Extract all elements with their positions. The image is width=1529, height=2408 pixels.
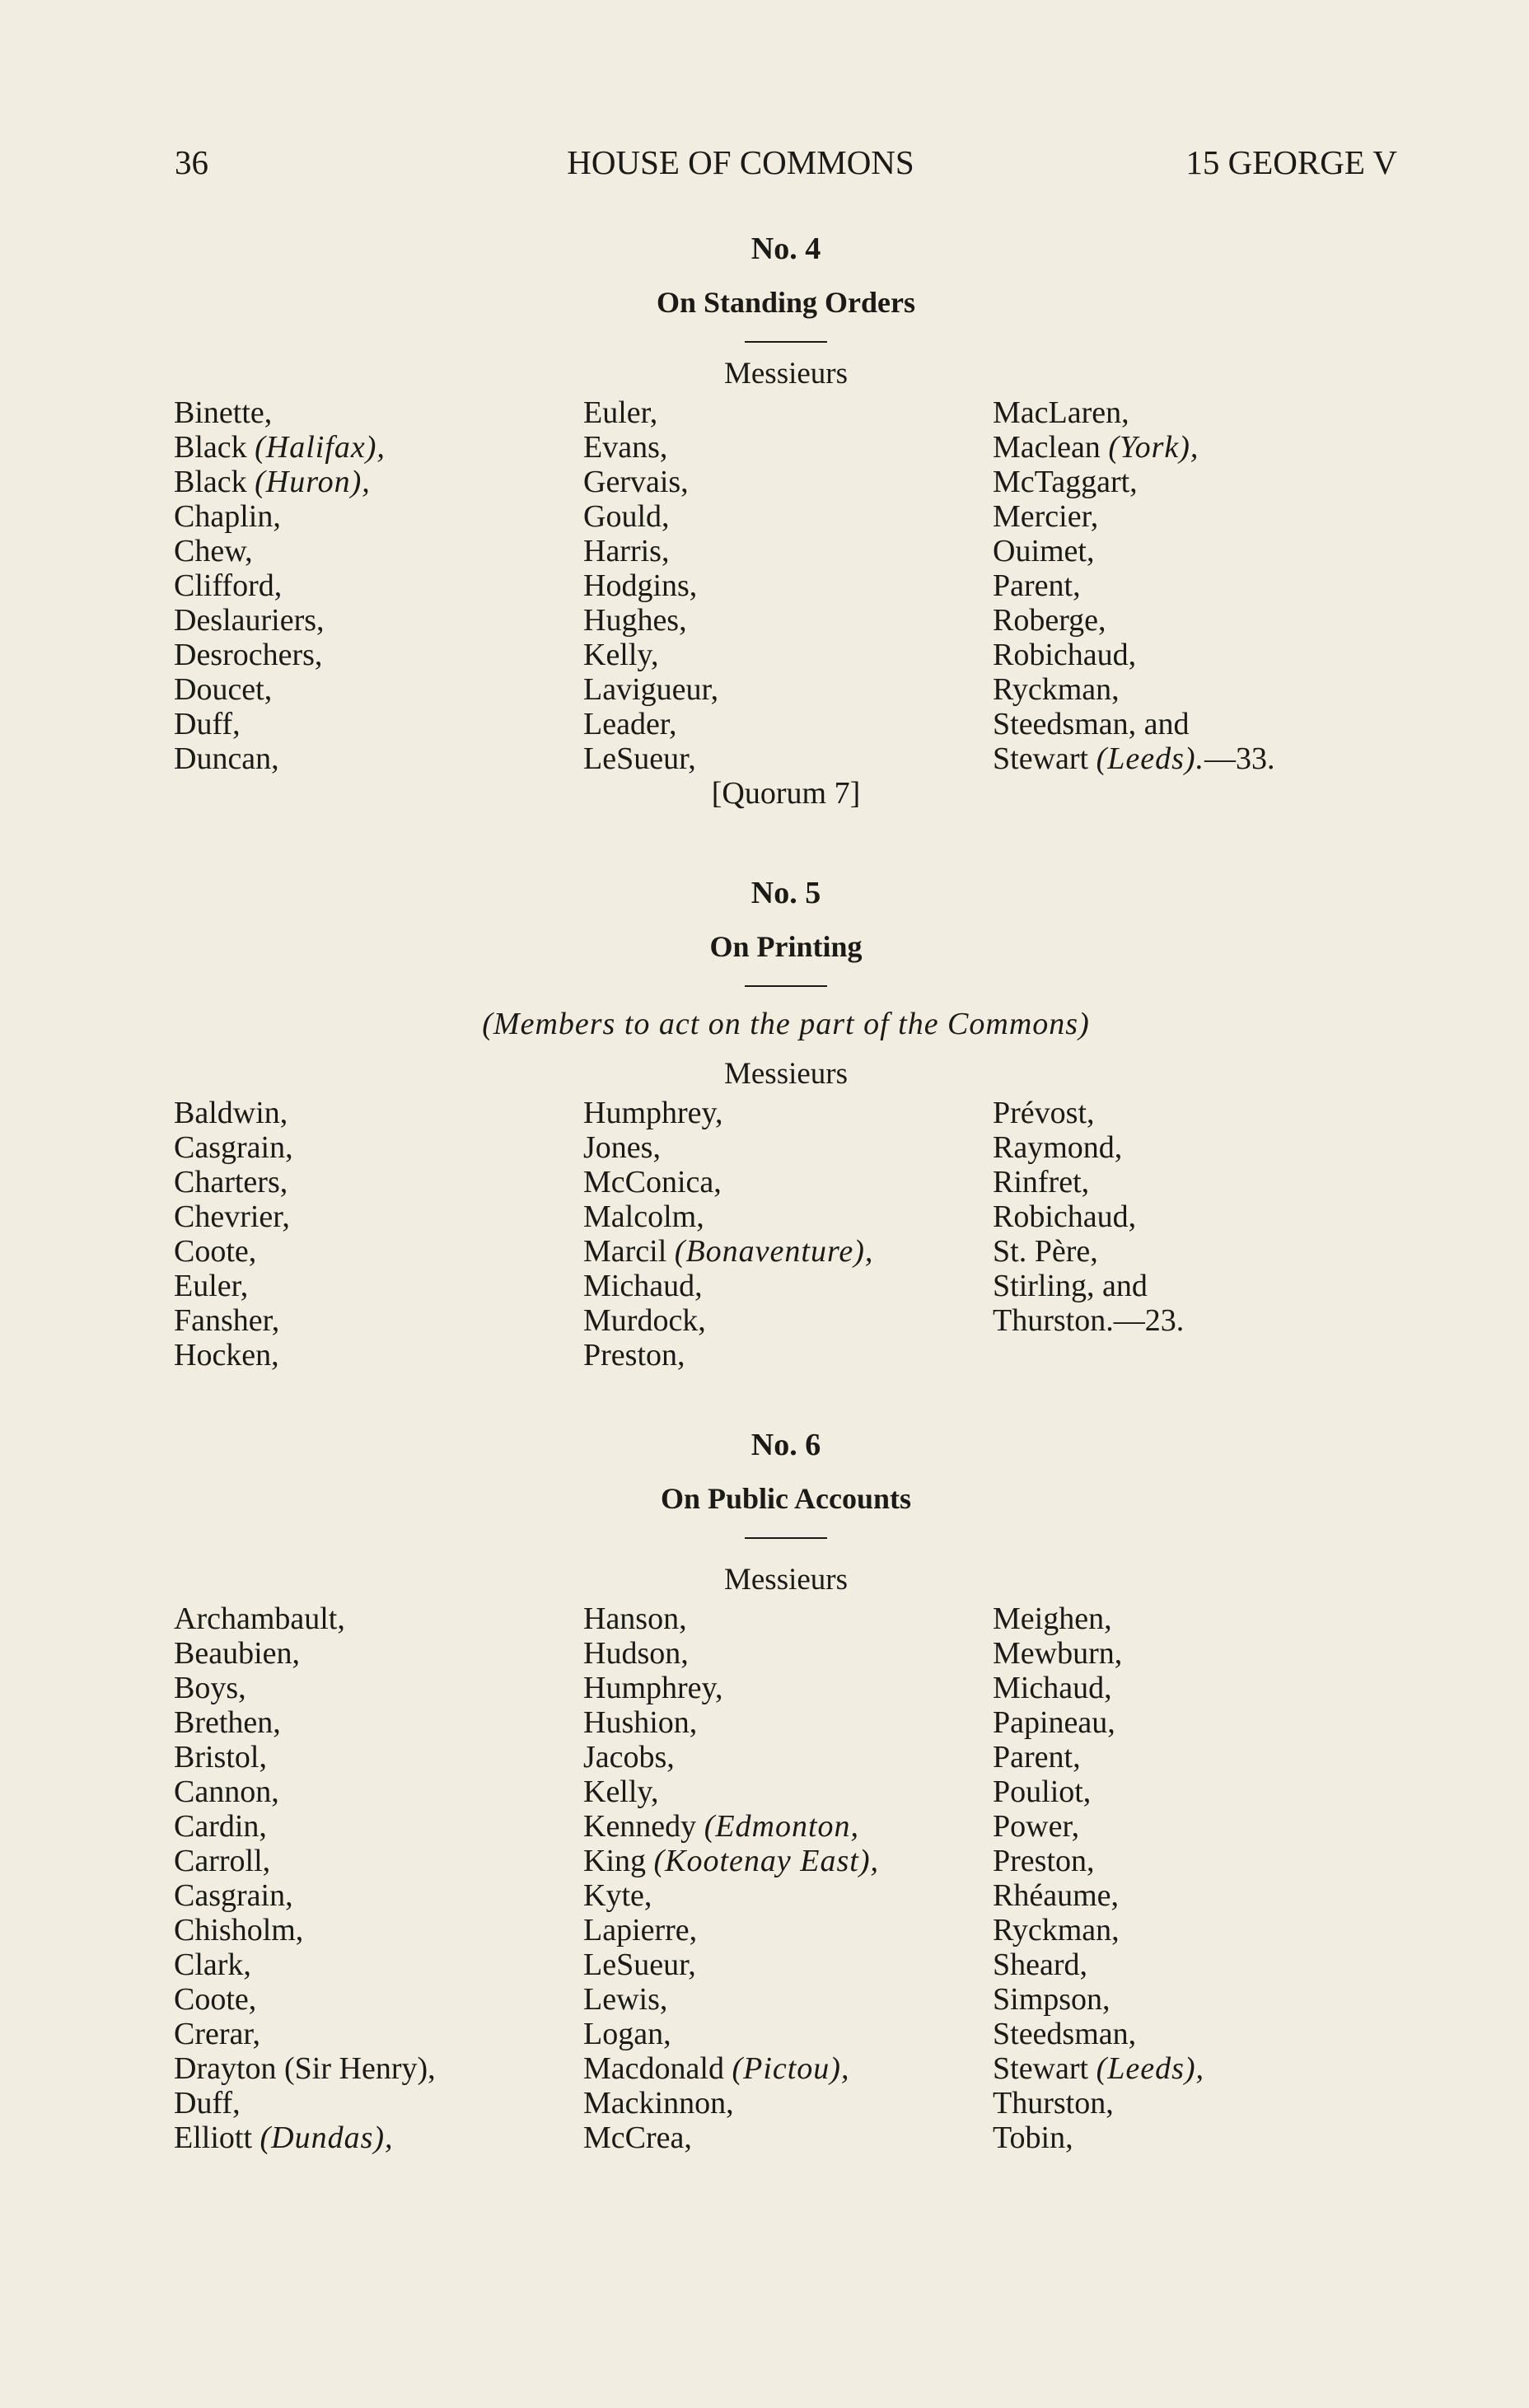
- messieurs-label: Messieurs: [723, 1563, 849, 1597]
- member-surname: Hudson,: [583, 1636, 689, 1671]
- member-name: [993, 707, 1275, 741]
- member-surname: Hushion,: [583, 1705, 698, 1740]
- divider-rule: [745, 1537, 827, 1539]
- member-columns: [165, 395, 1368, 811]
- section-number: No. 5: [750, 876, 821, 910]
- member-name: [993, 603, 1275, 638]
- member-name: [993, 1671, 1204, 1705]
- quorum-note: [Quorum 7]: [711, 776, 861, 811]
- member-name: [174, 1982, 436, 2017]
- constituency: (Leeds),: [1096, 2051, 1205, 2086]
- member-column: [174, 395, 386, 776]
- member-surname: Ouimet,: [993, 534, 1095, 568]
- member-name: [174, 2086, 436, 2120]
- member-name: [583, 499, 718, 534]
- member-surname: St. Père,: [993, 1234, 1098, 1269]
- member-surname: Mewburn,: [993, 1636, 1123, 1671]
- member-surname: Murdock,: [583, 1303, 706, 1338]
- member-name: [993, 395, 1275, 430]
- member-name: [993, 430, 1275, 465]
- member-name: [174, 1096, 293, 1130]
- member-surname: Duff,: [174, 707, 241, 741]
- member-surname: Carroll,: [174, 1844, 271, 1878]
- member-surname: Mackinnon,: [583, 2086, 734, 2120]
- member-surname: Kennedy: [583, 1809, 704, 1844]
- member-name: [174, 1234, 293, 1269]
- member-surname: Chaplin,: [174, 499, 281, 534]
- member-surname: Humphrey,: [583, 1671, 723, 1705]
- member-surname: Crerar,: [174, 2017, 261, 2051]
- member-surname: McCrea,: [583, 2120, 692, 2155]
- member-surname: Malcolm,: [583, 1199, 704, 1234]
- member-name: [583, 2120, 879, 2155]
- member-name: [174, 1947, 436, 1982]
- member-name: [993, 1913, 1204, 1947]
- member-name: [583, 1130, 873, 1165]
- member-name: [583, 741, 718, 776]
- member-surname: Hodgins,: [583, 568, 698, 603]
- member-name: [174, 1774, 436, 1809]
- member-surname: Rhéaume,: [993, 1878, 1120, 1913]
- member-name: [583, 1740, 879, 1774]
- member-column: [993, 1096, 1184, 1338]
- member-surname: Stirling, and: [993, 1269, 1148, 1303]
- member-surname: Steedsman, and: [993, 707, 1190, 741]
- member-surname: Robichaud,: [993, 1199, 1137, 1234]
- member-name: [583, 2086, 879, 2120]
- section-note: (Members to act on the part of the Commons): [482, 1007, 1090, 1041]
- member-column: [174, 1096, 293, 1372]
- member-surname: Prévost,: [993, 1096, 1095, 1130]
- member-column: [993, 1601, 1204, 2155]
- constituency: (York),: [1108, 430, 1199, 465]
- member-surname: Tobin,: [993, 2120, 1073, 2155]
- member-surname: Beaubien,: [174, 1636, 301, 1671]
- member-surname: Power,: [993, 1809, 1080, 1844]
- member-name: [174, 465, 386, 499]
- member-name: [583, 1947, 879, 1982]
- member-name: [993, 1636, 1204, 1671]
- member-surname: Hocken,: [174, 1338, 279, 1372]
- constituency: (Edmonton,: [704, 1809, 860, 1844]
- member-name: [174, 1165, 293, 1199]
- member-count: —33.: [1204, 741, 1275, 776]
- member-surname: Maclean: [993, 430, 1109, 465]
- member-surname: Doucet,: [174, 672, 273, 707]
- member-surname: McConica,: [583, 1165, 722, 1199]
- member-name: [174, 672, 386, 707]
- member-name: [174, 1844, 436, 1878]
- member-surname: Jones,: [583, 1130, 661, 1165]
- member-name: [993, 1740, 1204, 1774]
- member-surname: Papineau,: [993, 1705, 1115, 1740]
- member-name: [993, 1199, 1184, 1234]
- member-name: [174, 1199, 293, 1234]
- member-name: [583, 1705, 879, 1740]
- member-surname: Lewis,: [583, 1982, 668, 2017]
- member-surname: Steedsman,: [993, 2017, 1137, 2051]
- constituency: (Bonaventure),: [674, 1234, 874, 1269]
- member-name: [583, 603, 718, 638]
- member-surname: Simpson,: [993, 1982, 1111, 2017]
- member-name: [993, 2051, 1204, 2086]
- member-surname: Coote,: [174, 1234, 257, 1269]
- committee-section: [165, 873, 1368, 1372]
- member-surname: Parent,: [993, 568, 1081, 603]
- member-name: [993, 499, 1275, 534]
- member-surname: Deslauriers,: [174, 603, 325, 638]
- member-name: [174, 741, 386, 776]
- member-name: [583, 430, 718, 465]
- member-name: [993, 1096, 1184, 1130]
- member-name: [583, 1844, 879, 1878]
- committee-section: [165, 1425, 1368, 2155]
- member-name: [174, 430, 386, 465]
- member-surname: Mercier,: [993, 499, 1099, 534]
- member-surname: Desrochers,: [174, 638, 323, 672]
- member-name: [174, 707, 386, 741]
- member-surname: Clark,: [174, 1947, 251, 1982]
- member-name: [993, 568, 1275, 603]
- member-surname: Pouliot,: [993, 1774, 1092, 1809]
- member-surname: McTaggart,: [993, 465, 1138, 499]
- member-surname: Preston,: [993, 1844, 1095, 1878]
- member-name: [583, 2017, 879, 2051]
- member-name: [583, 672, 718, 707]
- member-name: [993, 534, 1275, 568]
- page-title: HOUSE OF COMMONS: [567, 143, 914, 181]
- member-columns: [165, 1096, 1368, 1372]
- member-name: [993, 1774, 1204, 1809]
- member-surname: Robichaud,: [993, 638, 1137, 672]
- member-name: [993, 1303, 1184, 1338]
- member-column: [583, 1601, 879, 2155]
- member-surname: Baldwin,: [174, 1096, 288, 1130]
- constituency: (Kootenay East),: [653, 1844, 880, 1878]
- member-name: [174, 1338, 293, 1372]
- member-name: [583, 1096, 873, 1130]
- reign-label: 15 GEORGE V: [1185, 143, 1397, 181]
- member-surname: Michaud,: [583, 1269, 703, 1303]
- member-surname: Euler,: [174, 1269, 249, 1303]
- member-name: [174, 1130, 293, 1165]
- section-title: On Printing: [709, 930, 863, 963]
- member-name: [583, 1234, 873, 1269]
- member-surname: Evans,: [583, 430, 668, 465]
- member-surname: Preston,: [583, 1338, 685, 1372]
- member-column: [583, 395, 718, 776]
- member-name: [993, 1844, 1204, 1878]
- member-name: [174, 1636, 436, 1671]
- member-surname: Ryckman,: [993, 672, 1120, 707]
- member-surname: Logan,: [583, 2017, 671, 2051]
- member-name: [583, 1199, 873, 1234]
- member-name: [583, 1338, 873, 1372]
- member-name: [583, 1982, 879, 2017]
- member-name: [174, 395, 386, 430]
- member-name: [174, 1705, 436, 1740]
- constituency: (Halifax),: [255, 430, 386, 465]
- member-name: [583, 1601, 879, 1636]
- member-surname: Casgrain,: [174, 1130, 293, 1165]
- section-number: No. 6: [750, 1428, 821, 1462]
- member-name: [174, 1601, 436, 1636]
- member-surname: Sheard,: [993, 1947, 1088, 1982]
- member-name: [174, 499, 386, 534]
- member-name: [174, 2017, 436, 2051]
- member-surname: Thurston,: [993, 2086, 1114, 2120]
- member-surname: Jacobs,: [583, 1740, 675, 1774]
- member-surname: Hanson,: [583, 1601, 687, 1636]
- member-surname: Roberge,: [993, 603, 1106, 638]
- member-surname: Binette,: [174, 395, 273, 430]
- member-name: [993, 2120, 1204, 2155]
- member-name: [174, 2120, 436, 2155]
- member-name: [993, 1165, 1184, 1199]
- page-number: 36: [175, 143, 208, 181]
- member-surname: Meighen,: [993, 1601, 1112, 1636]
- member-surname: Parent,: [993, 1740, 1081, 1774]
- member-name: [583, 1269, 873, 1303]
- member-name: [993, 1878, 1204, 1913]
- constituency: (Dundas),: [260, 2120, 394, 2155]
- member-surname: Humphrey,: [583, 1096, 723, 1130]
- member-column: [174, 1601, 436, 2155]
- member-surname: Kyte,: [583, 1878, 652, 1913]
- member-name: [583, 1878, 879, 1913]
- member-surname: Cardin,: [174, 1809, 267, 1844]
- member-name: [174, 1671, 436, 1705]
- member-name: [993, 2086, 1204, 2120]
- divider-rule: [745, 341, 827, 343]
- member-name: [583, 1671, 879, 1705]
- divider-rule: [745, 985, 827, 987]
- member-name: [993, 1809, 1204, 1844]
- member-surname: LeSueur,: [583, 1947, 696, 1982]
- member-surname: Cannon,: [174, 1774, 279, 1809]
- member-name: [174, 534, 386, 568]
- member-surname: Kelly,: [583, 1774, 659, 1809]
- constituency: (Huron),: [255, 465, 371, 499]
- member-column: [583, 1096, 873, 1372]
- member-surname: Casgrain,: [174, 1878, 293, 1913]
- member-surname: Duncan,: [174, 741, 279, 776]
- member-surname: Leader,: [583, 707, 677, 741]
- member-surname: Black: [174, 430, 255, 465]
- member-surname: Raymond,: [993, 1130, 1123, 1165]
- member-surname: Hughes,: [583, 603, 687, 638]
- member-surname: Charters,: [174, 1165, 288, 1199]
- member-name: [583, 568, 718, 603]
- member-surname: Chisholm,: [174, 1913, 304, 1947]
- member-surname: Bristol,: [174, 1740, 267, 1774]
- member-name: [174, 568, 386, 603]
- member-name: [583, 707, 718, 741]
- member-name: [583, 534, 718, 568]
- member-surname: Michaud,: [993, 1671, 1112, 1705]
- member-surname: Coote,: [174, 1982, 257, 2017]
- member-name: [583, 1809, 879, 1844]
- member-name: [174, 1878, 436, 1913]
- member-surname: Elliott: [174, 2120, 260, 2155]
- member-surname: Chevrier,: [174, 1199, 290, 1234]
- member-surname: King: [583, 1844, 654, 1878]
- committee-section: [165, 229, 1368, 811]
- member-name: [993, 1130, 1184, 1165]
- member-surname: Archambault,: [174, 1601, 345, 1636]
- member-surname: Harris,: [583, 534, 670, 568]
- section-number: No. 4: [750, 231, 821, 266]
- member-surname: Gervais,: [583, 465, 689, 499]
- member-surname: MacLaren,: [993, 395, 1129, 430]
- member-name: [174, 603, 386, 638]
- member-surname: Drayton (Sir Henry),: [174, 2051, 436, 2086]
- member-surname: Macdonald: [583, 2051, 732, 2086]
- member-name: [993, 741, 1275, 776]
- member-name: [993, 1947, 1204, 1982]
- member-surname: Gould,: [583, 499, 670, 534]
- member-surname: Boys,: [174, 1671, 246, 1705]
- member-surname: Duff,: [174, 2086, 241, 2120]
- member-surname: Clifford,: [174, 568, 283, 603]
- messieurs-label: Messieurs: [723, 1057, 849, 1091]
- member-name: [993, 2017, 1204, 2051]
- member-name: [174, 1809, 436, 1844]
- member-surname: Black: [174, 465, 255, 499]
- member-columns: [165, 1601, 1368, 2155]
- member-surname: Stewart: [993, 741, 1096, 776]
- member-name: [583, 1774, 879, 1809]
- member-surname: Brethen,: [174, 1705, 281, 1740]
- member-name: [993, 1234, 1184, 1269]
- member-surname: Rinfret,: [993, 1165, 1090, 1199]
- member-name: [993, 465, 1275, 499]
- member-surname: Chew,: [174, 534, 253, 568]
- member-name: [174, 1269, 293, 1303]
- member-name: [993, 672, 1275, 707]
- constituency: (Pictou),: [732, 2051, 850, 2086]
- member-name: [993, 1982, 1204, 2017]
- member-name: [583, 1913, 879, 1947]
- member-surname: Lapierre,: [583, 1913, 698, 1947]
- member-name: [174, 2051, 436, 2086]
- messieurs-label: Messieurs: [723, 357, 849, 390]
- member-name: [583, 395, 718, 430]
- member-name: [583, 1303, 873, 1338]
- member-surname: Kelly,: [583, 638, 659, 672]
- running-head: [175, 142, 1397, 183]
- member-surname: Thurston.—23.: [993, 1303, 1185, 1338]
- member-surname: Stewart: [993, 2051, 1096, 2086]
- member-name: [174, 1303, 293, 1338]
- member-name: [583, 2051, 879, 2086]
- member-surname: Marcil: [583, 1234, 675, 1269]
- member-name: [993, 1705, 1204, 1740]
- member-name: [583, 638, 718, 672]
- member-name: [174, 638, 386, 672]
- member-name: [174, 1913, 436, 1947]
- member-surname: LeSueur,: [583, 741, 696, 776]
- member-name: [583, 465, 718, 499]
- member-surname: Fansher,: [174, 1303, 280, 1338]
- member-name: [174, 1740, 436, 1774]
- member-column: [993, 395, 1275, 776]
- section-title: On Public Accounts: [660, 1482, 912, 1515]
- section-title: On Standing Orders: [656, 286, 916, 319]
- member-name: [993, 638, 1275, 672]
- member-surname: Lavigueur,: [583, 672, 719, 707]
- member-name: [993, 1601, 1204, 1636]
- member-name: [583, 1636, 879, 1671]
- member-surname: Ryckman,: [993, 1913, 1120, 1947]
- member-surname: Euler,: [583, 395, 658, 430]
- member-name: [993, 1269, 1184, 1303]
- member-name: [583, 1165, 873, 1199]
- constituency: (Leeds).: [1096, 741, 1205, 776]
